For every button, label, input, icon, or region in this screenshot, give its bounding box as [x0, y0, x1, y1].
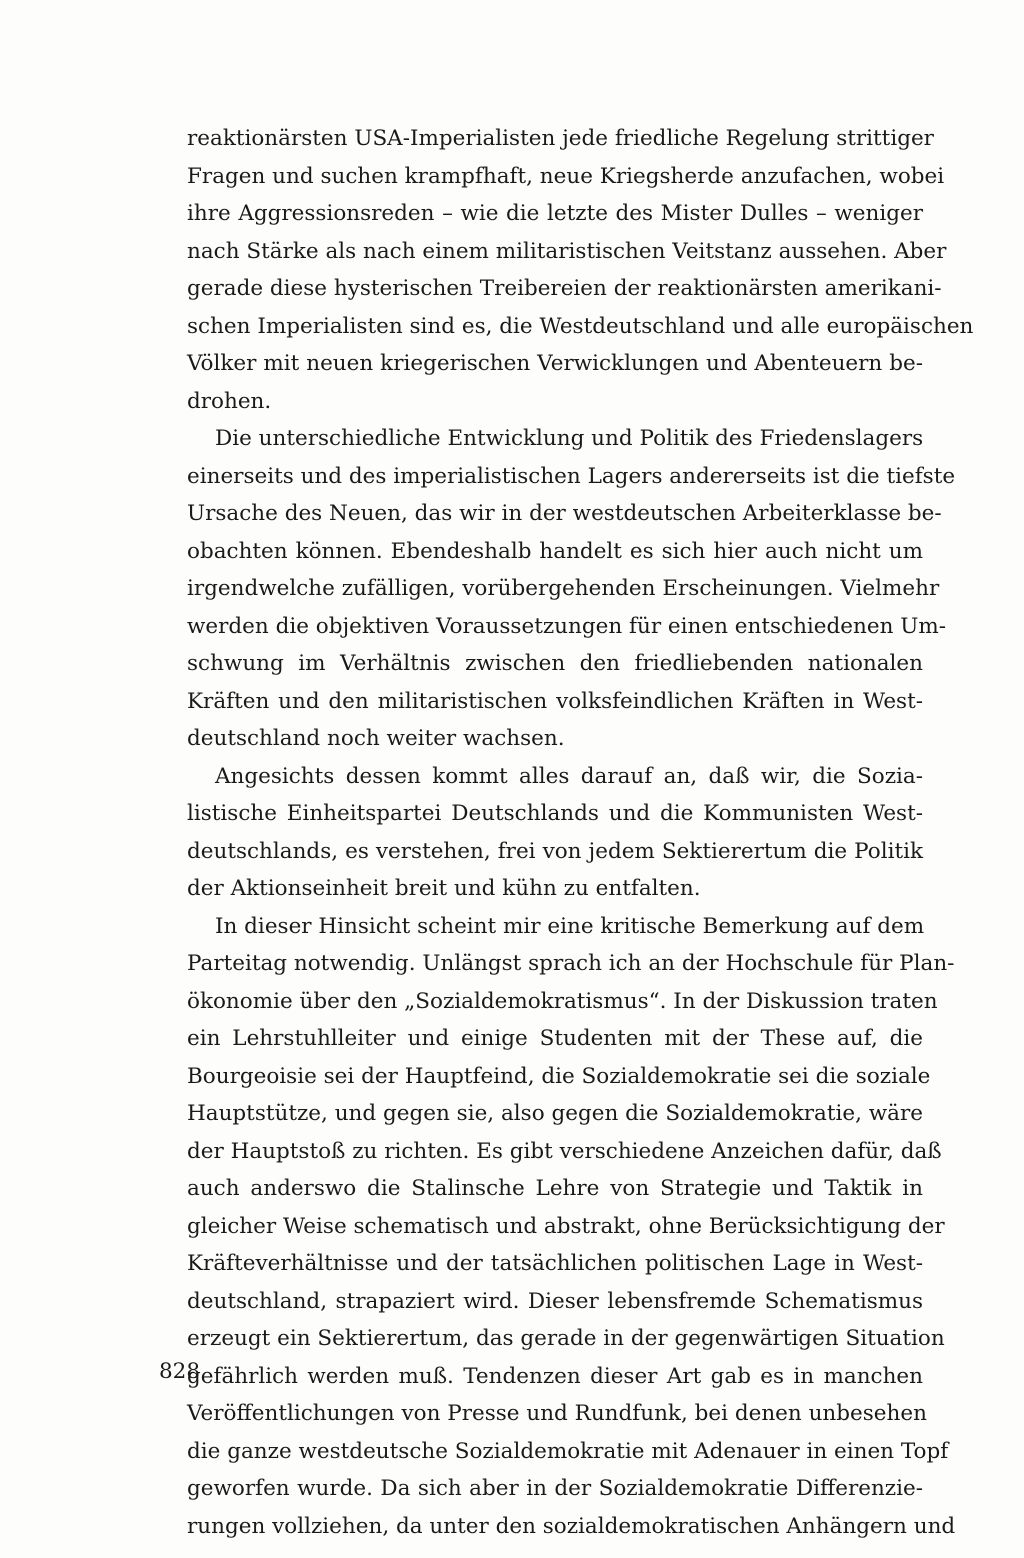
text-line: Die unterschiedliche Entwicklung und Politik des Friedenslagers — [215, 426, 924, 451]
text-line: der Aktionseinheit breit und kühn zu entfalten. — [187, 876, 701, 901]
text-line: Angesichts dessen kommt alles darauf an, daß wir, die Sozia- — [215, 763, 923, 789]
text-line: drohen. — [187, 388, 272, 414]
text-line: schen Imperialisten sind es, die Westdeutschland und alle europäischen — [187, 313, 974, 339]
text-line: ein Lehrstuhlleiter und einige Studenten mit der These auf, die — [187, 1026, 923, 1051]
text-line: einerseits und des imperialistischen Lagers andererseits ist die tiefste — [187, 463, 956, 489]
paragraph — [159, 758, 923, 908]
paragraph — [159, 420, 956, 758]
text-line: deutschland noch weiter wachsen. — [187, 726, 565, 751]
text-line: listische Einheitspartei Deutschlands und die Kommunisten West- — [187, 801, 923, 826]
text-line: reaktionärsten USA-Imperialisten jede friedliche Regelung strittiger — [187, 126, 934, 151]
text-line: Veröffentlichungen von Presse und Rundfunk, bei denen unbesehen — [187, 1401, 927, 1426]
text-line: gefährlich werden muß. Tendenzen dieser Art gab es in manchen — [187, 1363, 923, 1389]
text-line: Hauptstütze, und gegen sie, also gegen die Sozialdemokratie, wäre — [187, 1101, 923, 1126]
paragraph — [159, 908, 956, 1546]
text-line: werden die objektiven Voraussetzungen für einen entschiedenen Um- — [187, 613, 947, 639]
text-line: ökonomie über den „Sozialdemokratismus“. In der Diskussion traten — [187, 988, 938, 1014]
text-line: irgendwelche zufälligen, vorübergehenden Erscheinungen. Vielmehr — [187, 576, 940, 601]
text-line: Kräfteverhältnisse und der tatsächlichen politischen Lage in West- — [187, 1251, 923, 1276]
text-line: rungen vollziehen, da unter den sozialdemokratischen Anhängern und — [187, 1513, 956, 1539]
text-line: deutschland, strapaziert wird. Dieser lebensfremde Schematismus — [187, 1288, 923, 1314]
text-line: nach Stärke als nach einem militaristischen Veitstanz aussehen. Aber — [187, 238, 947, 264]
text-line: gerade diese hysterischen Treibereien der reaktionärsten amerikani- — [187, 276, 942, 301]
text-line: In dieser Hinsicht scheint mir eine kritische Bemerkung auf dem — [215, 913, 925, 939]
text-line: deutschlands, es verstehen, frei von jedem Sektierertum die Politik — [187, 838, 923, 864]
text-line: Völker mit neuen kriegerischen Verwicklungen und Abenteuern be- — [187, 351, 923, 376]
text-line: der Hauptstoß zu richten. Es gibt verschiedene Anzeichen dafür, daß — [187, 1138, 942, 1164]
text-line: erzeugt ein Sektierertum, das gerade in der gegenwärtigen Situation — [187, 1326, 945, 1351]
text-line: geworfen wurde. Da sich aber in der Sozialdemokratie Differenzie- — [187, 1476, 923, 1501]
page-number: 828 — [159, 1359, 201, 1384]
text-line: Bourgeoisie sei der Hauptfeind, die Sozialdemokratie sei die soziale — [187, 1063, 931, 1089]
text-line: obachten können. Ebendeshalb handelt es sich hier auch nicht um — [187, 538, 923, 564]
body-text — [159, 120, 974, 1545]
text-line: Kräften und den militaristischen volksfeindlichen Kräften in West- — [187, 688, 923, 714]
text-line: auch anderswo die Stalinsche Lehre von Strategie und Taktik in — [187, 1176, 923, 1201]
paragraph — [159, 120, 974, 420]
text-line: die ganze westdeutsche Sozialdemokratie mit Adenauer in einen Topf — [187, 1438, 949, 1464]
text-line: Ursache des Neuen, das wir in der westdeutschen Arbeiterklasse be- — [187, 501, 942, 526]
text-line: schwung im Verhältnis zwischen den friedliebenden nationalen — [187, 651, 923, 676]
text-line: Parteitag notwendig. Unlängst sprach ich an der Hochschule für Plan- — [187, 951, 955, 976]
text-line: gleicher Weise schematisch und abstrakt, ohne Berücksichtigung der — [187, 1213, 945, 1239]
text-line: Fragen und suchen krampfhaft, neue Kriegsherde anzufachen, wobei — [187, 163, 945, 189]
text-line: ihre Aggressionsreden – wie die letzte des Mister Dulles – weniger — [187, 201, 923, 226]
